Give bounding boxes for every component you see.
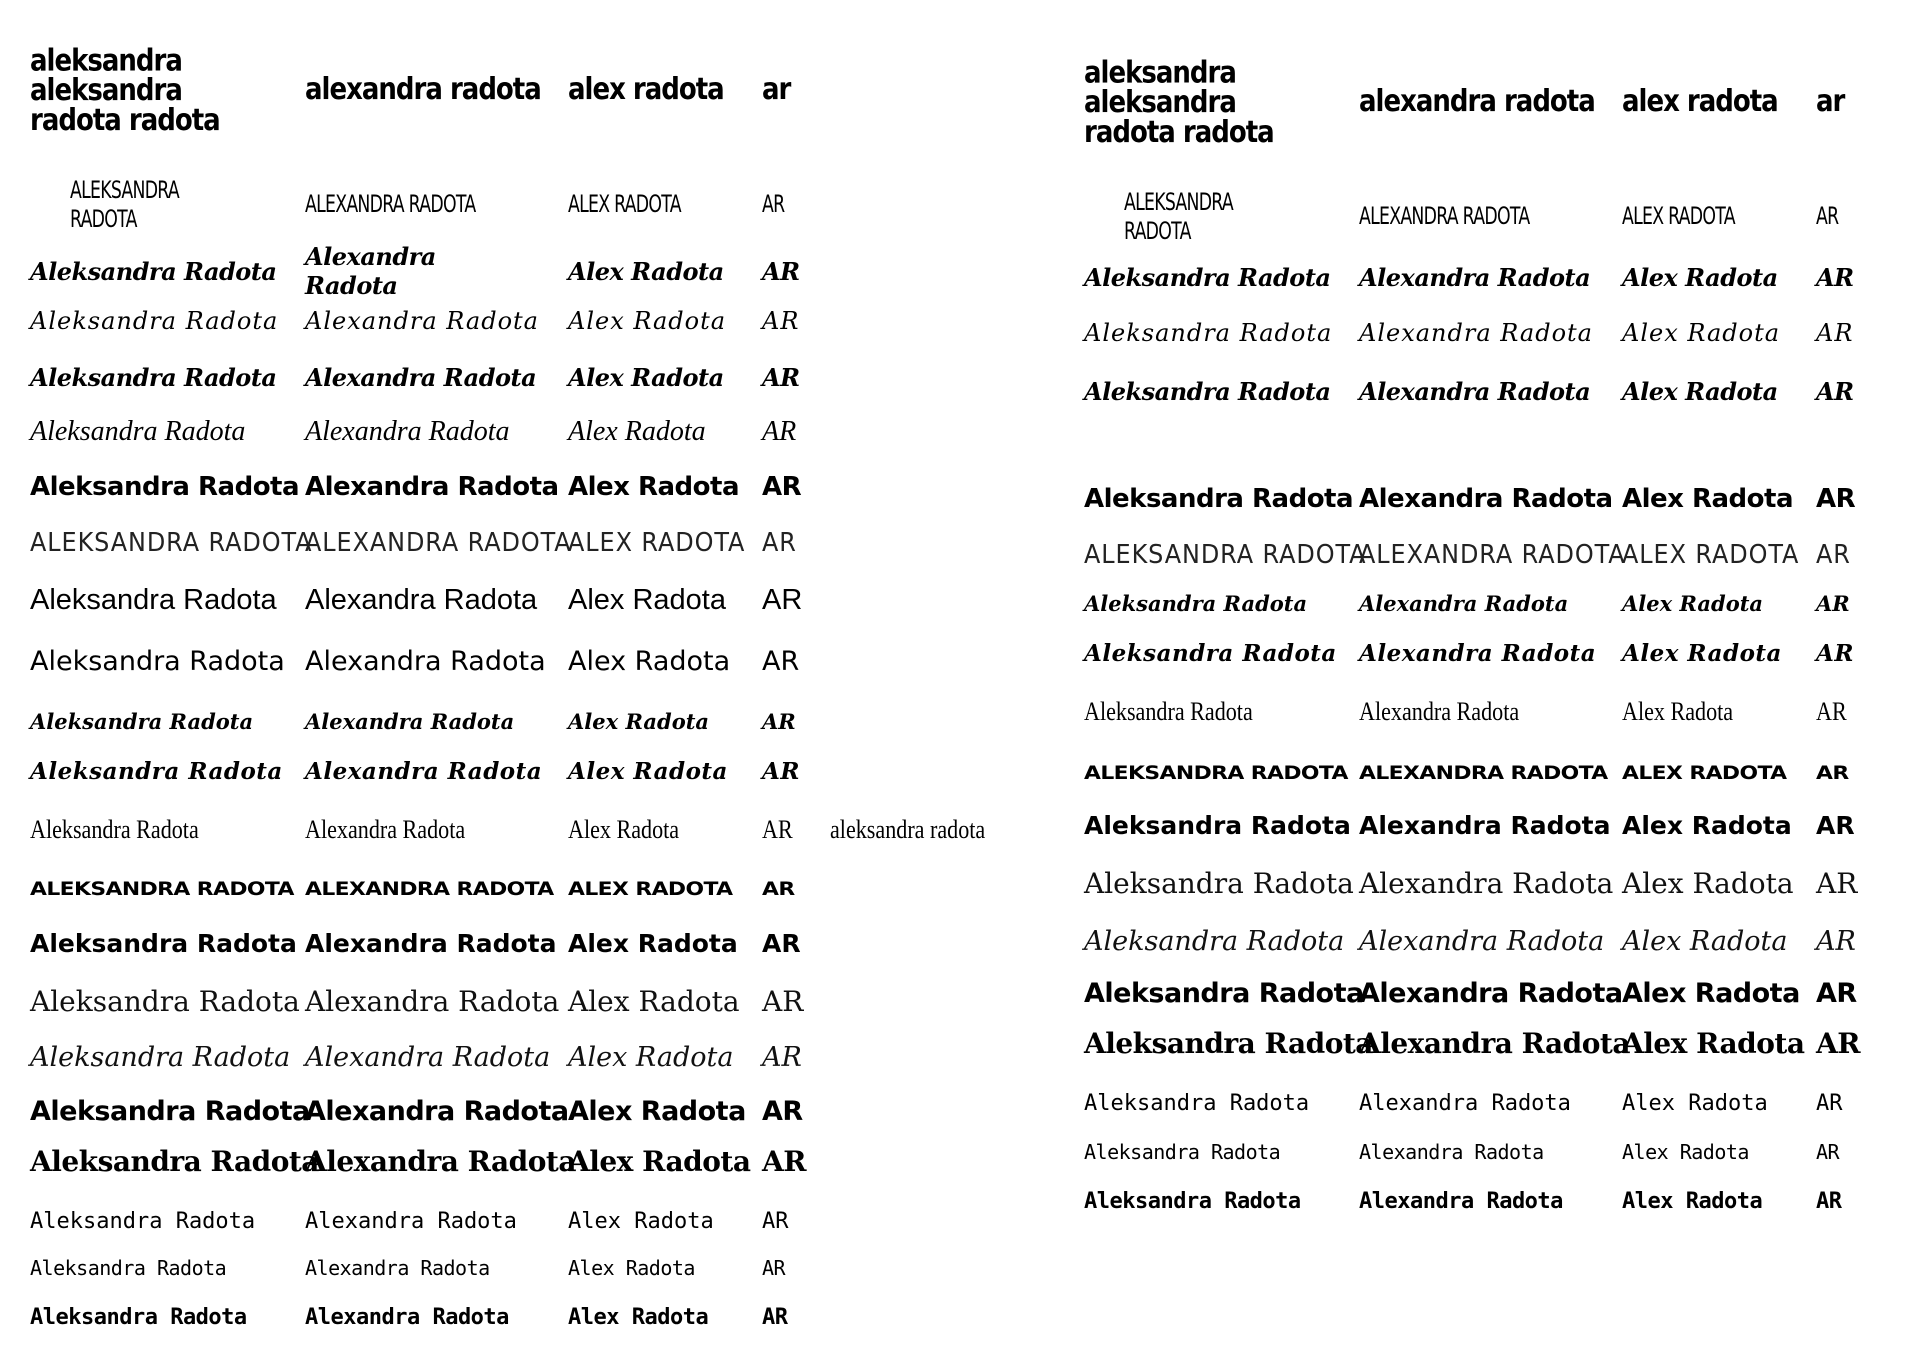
initials-sample: AR [1816,263,1854,293]
alt-name-sample: Alexandra Radota [1359,263,1591,293]
specimen-row [1064,862,1908,906]
short-name-sample: Alex Radota [1622,1189,1763,1215]
full-name-sample: Aleksandra Radota [30,1095,310,1127]
initials-sample: AR [1816,1027,1860,1061]
initials-sample: AR [762,645,800,677]
full-name-sample: Aleksandra Radota [30,307,279,336]
full-name-sample: Aleksandra Radota [30,1305,247,1331]
full-name-sample: Aleksandra Radota [1084,639,1337,667]
full-name-sample: Aleksandra Radota [1084,590,1308,616]
alt-name-sample: Alexandra Radota [305,363,537,393]
full-name-sample: Aleksandra Radota [30,416,246,448]
alt-name-sample: Alexandra Radota [1359,319,1593,348]
initials-sample: AR [762,1255,786,1280]
specimen-row [0,980,954,1024]
specimen-row [0,1200,954,1244]
initials-sample: AR [1816,1189,1842,1215]
specimen-row [0,808,986,852]
alt-name-sample: Alexandra Radota [305,1041,551,1073]
full-name-sample: Aleksandra Radota [1084,377,1331,407]
full-name-sample: Aleksandra Radota [1084,484,1354,515]
full-name-sample: Aleksandra Radota [30,1255,227,1280]
specimen-row [0,640,954,684]
short-name-sample: Alex Radota [1622,1027,1805,1061]
short-name-sample: Alex Radota [568,645,731,677]
short-name-sample: ALEX RADOTA [568,190,681,219]
short-name-sample: Alex Radota [1622,697,1734,727]
initials-sample: AR [1816,977,1857,1009]
full-name-sample: Aleksandra Radota [30,363,277,393]
specimen-row [0,36,954,146]
initials-sample: AR [1816,540,1851,571]
full-name-sample: Aleksandra Radota [1084,1091,1310,1117]
initials-sample: AR [762,1041,802,1073]
short-name-sample: Alex Radota [1622,977,1800,1009]
full-name-sample: ALEKSANDRA RADOTA [1084,540,1367,571]
specimen-row [0,240,954,304]
alt-name-sample: Alexandra Radota [305,645,546,677]
short-name-sample: ALEX RADOTA [568,878,733,901]
initials-sample: AR [762,708,796,734]
short-name-sample: Alex Radota [568,416,706,448]
specimen-row [1064,256,1908,300]
alt-name-sample: ALEXANDRA RADOTA [1359,540,1626,571]
specimen-row [1064,632,1908,676]
alt-name-sample: alexandra radota [305,72,541,108]
specimen-row [0,1138,954,1186]
alt-name-sample: ALEXANDRA RADOTA [305,190,476,219]
initials-sample: AR [762,878,795,901]
short-name-sample: ALEX RADOTA [568,528,746,559]
specimen-row [1064,1180,1908,1224]
specimen-row [1064,972,1908,1016]
specimen-row [0,522,954,566]
short-name-sample: Alex Radota [568,815,680,845]
alt-name-sample: ALEXANDRA RADOTA [1359,762,1608,785]
alt-name-sample: ALEXANDRA RADOTA [305,878,554,901]
alt-name-sample: Alexandra Radota [1359,977,1623,1009]
initials-sample: AR [1816,639,1854,667]
initials-sample: AR [762,815,793,845]
alt-name-sample: Alexandra Radota [1359,484,1613,515]
specimen-row [1064,182,1908,252]
specimen-row [1064,370,1908,414]
initials-sample: AR [1816,590,1850,616]
alt-name-sample: Alexandra Radota [1359,639,1597,667]
initials-sample: AR [1816,762,1849,785]
specimen-row [1064,534,1908,578]
short-name-sample: ALEX RADOTA [1622,202,1735,231]
full-name-sample: Aleksandra Radota [30,257,277,287]
alt-name-sample: Alexandra Radota [305,472,559,503]
alt-name-sample: Alexandra Radota [305,416,510,448]
initials-sample: AR [1816,319,1854,348]
specimen-row [0,410,954,454]
short-name-sample: Alex Radota [568,472,740,503]
full-name-sample: Aleksandra Radota [1084,263,1331,293]
specimen-row [0,1036,954,1080]
initials-sample: AR [762,985,804,1019]
initials-sample: AR [762,190,785,219]
full-name-sample: Aleksandra Radota [1084,1189,1301,1215]
full-name-sample: Aleksandra Radota [30,583,277,616]
alt-name-sample: Alexandra Radota [1359,867,1614,901]
short-name-sample: Alex Radota [1622,590,1764,616]
initials-sample: AR [1816,484,1856,515]
short-name-sample: Alex Radota [568,1209,714,1235]
short-name-sample: Alex Radota [1622,1139,1749,1164]
alt-name-sample: Alexandra Radota [305,307,539,336]
full-name-sample: Aleksandra Radota [30,1041,291,1073]
specimen-row [1064,804,1908,848]
full-name-sample: ALEKSANDRA RADOTA [30,878,294,901]
initials-sample: AR [762,757,800,785]
short-name-sample: Alex Radota [1622,810,1792,840]
alt-name-sample: Alexandra Radota [305,1145,576,1179]
initials-sample: AR [762,1145,806,1179]
full-name-sample: Aleksandra Radota [30,757,283,785]
initials-sample: AR [1816,810,1855,840]
short-name-sample: Alex Radota [1622,639,1782,667]
full-name-sample: ALEKSANDRA RADOTA [1124,188,1233,245]
full-name-sample: Aleksandra Radota [1084,925,1345,957]
initials-sample: AR [1816,1139,1840,1164]
short-name-sample: alex radota [1622,84,1778,120]
alt-name-sample: Alexandra Radota [305,985,560,1019]
initials-sample: ar [1816,84,1845,120]
initials-sample: AR [1816,867,1858,901]
specimen-row [1064,478,1908,522]
alt-name-sample: Alexandra Radota [305,583,538,616]
short-name-sample: Alex Radota [568,583,726,616]
short-name-sample: Alex Radota [1622,1091,1768,1117]
alt-name-sample: Alexandra Radota [1359,697,1520,727]
short-name-sample: Alex Radota [568,257,724,287]
specimen-row [0,922,954,966]
alt-name-sample: Alexandra Radota [305,708,515,734]
short-name-sample: Alex Radota [568,757,728,785]
alt-name-sample: Alexandra Radota [1359,590,1569,616]
alt-name-sample: Alexandra Radota [305,1209,517,1235]
full-name-sample: Aleksandra Radota [1084,319,1333,348]
initials-sample: AR [1816,1091,1843,1117]
alt-name-sample: Alexandra Radota [1359,1189,1563,1215]
full-name-sample: Aleksandra Radota [1084,1027,1373,1061]
alt-name-sample: alexandra radota [1359,84,1595,120]
specimen-row [0,868,954,912]
full-name-sample: Aleksandra Radota [1084,977,1364,1009]
specimen-row [1064,582,1908,626]
specimen-row [0,750,954,794]
specimen-row [0,700,954,744]
specimen-row [1064,1020,1908,1068]
specimen-row [0,578,954,622]
short-name-sample: Alex Radota [1622,263,1778,293]
alt-name-sample: Alexandra Radota [1359,1139,1544,1164]
specimen-row [1064,312,1908,356]
short-name-sample: Alex Radota [568,1095,746,1127]
full-name-sample: Aleksandra Radota [30,708,254,734]
short-name-sample: Alex Radota [1622,377,1778,407]
initials-sample: AR [762,583,803,616]
full-name-sample: Aleksandra Radota [1084,810,1351,840]
initials-sample: AR [762,1305,788,1331]
initials-sample: AR [762,528,797,559]
right-specimen-sheet [1064,0,1908,1358]
initials-sample: AR [1816,697,1847,727]
lowercase-name-sample: aleksandra radota [830,815,986,845]
specimen-row [0,1246,954,1290]
full-name-sample: Aleksandra Radota [30,815,199,845]
initials-sample: AR [762,416,797,448]
full-name-sample: ALEKSANDRA RADOTA [1084,762,1348,785]
full-name-sample: Aleksandra Radota [30,645,285,677]
alt-name-sample: Alexandra Radota [1359,1027,1630,1061]
alt-name-sample: Alexandra Radota [305,242,436,300]
specimen-row [1064,48,1908,158]
initials-sample: ar [762,72,791,108]
alt-name-sample: Alexandra Radota [1359,925,1605,957]
alt-name-sample: Alexandra Radota [305,1095,569,1127]
specimen-row [1064,1082,1908,1126]
short-name-sample: Alex Radota [568,1041,734,1073]
specimen-row [1064,1130,1908,1174]
initials-sample: AR [762,363,800,393]
full-name-sample: Aleksandra Radota [30,1209,256,1235]
short-name-sample: Alex Radota [568,307,727,336]
short-name-sample: Alex Radota [568,928,738,958]
specimen-row [0,466,954,510]
full-name-sample: ALEKSANDRA RADOTA [30,528,313,559]
initials-sample: AR [762,307,800,336]
full-name-sample: Aleksandra Radota [30,928,297,958]
short-name-sample: Alex Radota [568,708,710,734]
alt-name-sample: Alexandra Radota [305,1255,490,1280]
initials-sample: AR [762,257,800,287]
short-name-sample: Alex Radota [568,1255,695,1280]
short-name-sample: Alex Radota [568,1145,751,1179]
initials-sample: AR [1816,925,1856,957]
full-name-sample: Aleksandra Radota [30,472,300,503]
alt-name-sample: Alexandra Radota [1359,1091,1571,1117]
specimen-row [0,1090,954,1134]
alt-name-sample: ALEXANDRA RADOTA [305,528,572,559]
full-name-sample: Aleksandra Radota [30,985,300,1019]
initials-sample: AR [1816,377,1854,407]
initials-sample: AR [762,472,802,503]
initials-sample: AR [1816,202,1839,231]
short-name-sample: alex radota [568,72,724,108]
specimen-row [0,300,954,344]
full-name-sample: Aleksandra Radota [30,1145,319,1179]
alt-name-sample: Alexandra Radota [1359,377,1591,407]
specimen-row [0,1296,954,1340]
short-name-sample: Alex Radota [568,1305,709,1331]
alt-name-sample: Alexandra Radota [305,928,557,958]
initials-sample: AR [762,928,801,958]
full-name-sample: Aleksandra Radota [1084,1139,1281,1164]
short-name-sample: Alex Radota [1622,484,1794,515]
alt-name-sample: Alexandra Radota [305,757,543,785]
alt-name-sample: Alexandra Radota [305,1305,509,1331]
short-name-sample: Alex Radota [1622,319,1781,348]
initials-sample: AR [762,1095,803,1127]
short-name-sample: Alex Radota [568,363,724,393]
initials-sample: AR [762,1209,789,1235]
short-name-sample: ALEX RADOTA [1622,762,1787,785]
specimen-row [1064,752,1908,796]
alt-name-sample: ALEXANDRA RADOTA [1359,202,1530,231]
short-name-sample: Alex Radota [568,985,740,1019]
full-name-sample: aleksandra aleksandra radota radota [1084,55,1274,151]
full-name-sample: Aleksandra Radota [1084,867,1354,901]
short-name-sample: Alex Radota [1622,925,1788,957]
short-name-sample: Alex Radota [1622,867,1794,901]
short-name-sample: ALEX RADOTA [1622,540,1800,571]
alt-name-sample: Alexandra Radota [1359,810,1611,840]
full-name-sample: aleksandra aleksandra radota radota [30,43,220,139]
specimen-row [1064,690,1908,734]
specimen-row [0,170,954,240]
full-name-sample: Aleksandra Radota [1084,697,1253,727]
alt-name-sample: Alexandra Radota [305,815,466,845]
specimen-row [0,356,954,400]
full-name-sample: ALEKSANDRA RADOTA [70,176,179,233]
specimen-row [1064,920,1908,964]
